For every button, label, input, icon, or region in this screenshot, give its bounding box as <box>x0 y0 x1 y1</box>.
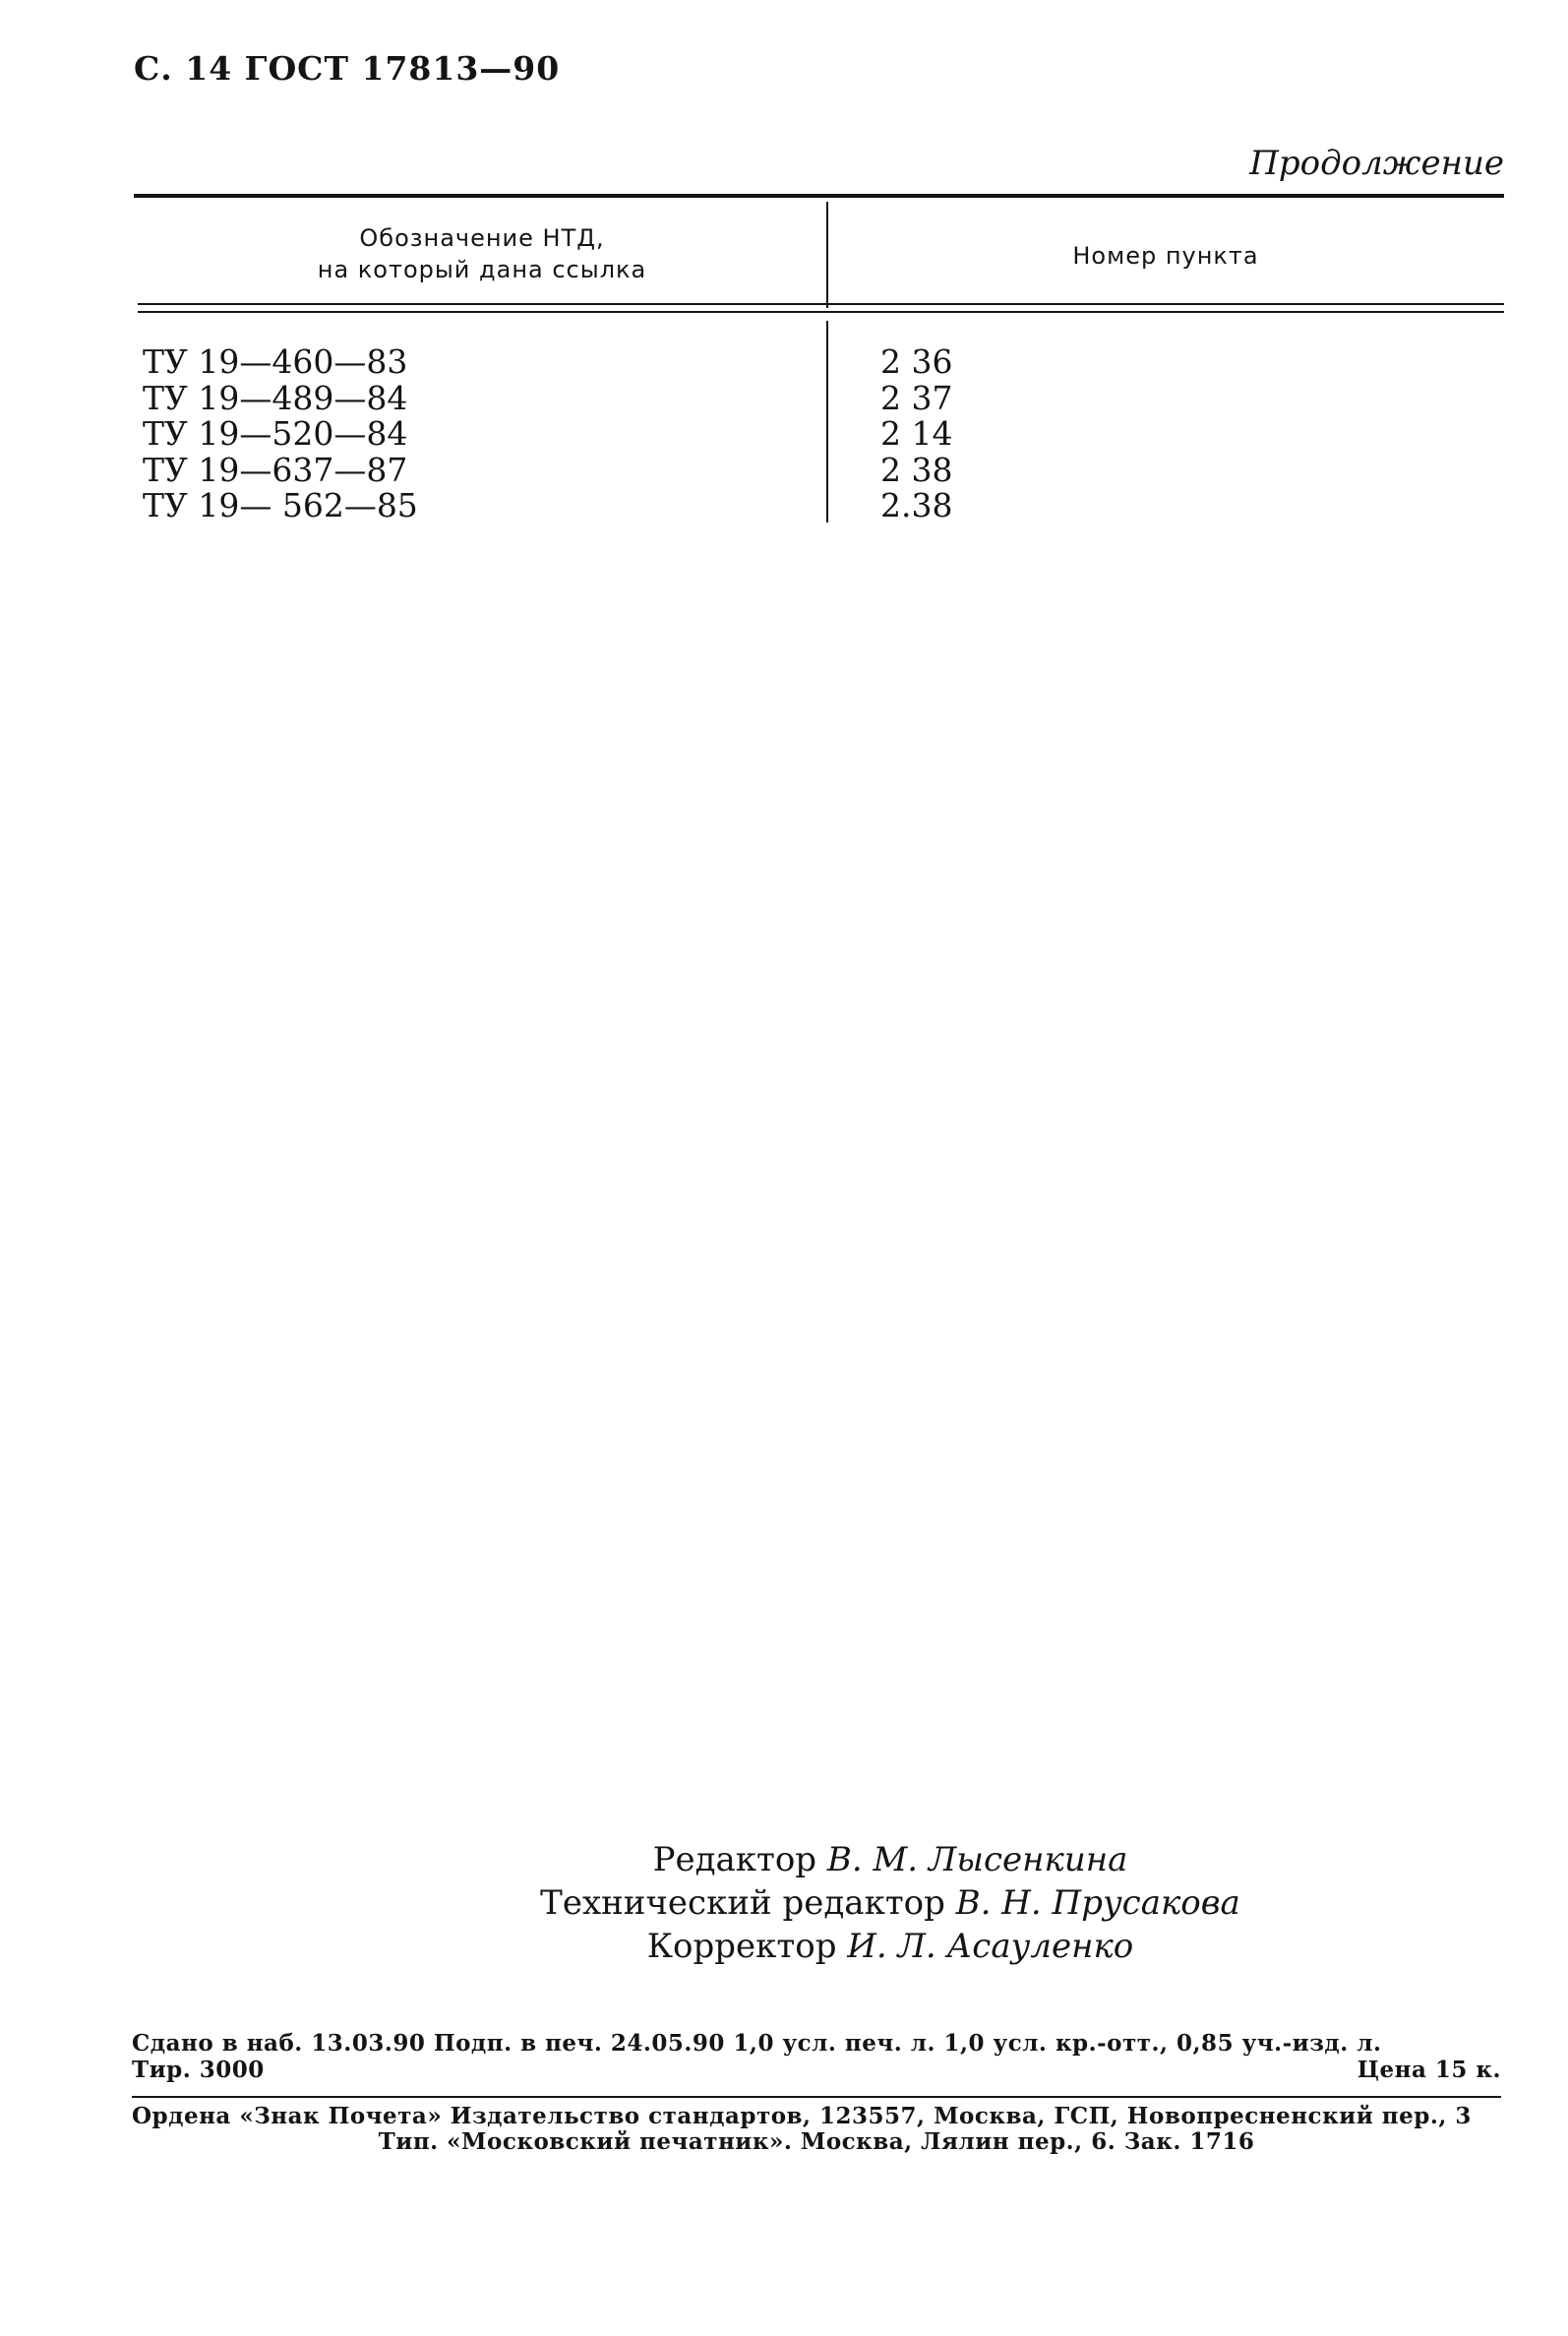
editor-name: В. М. Лысенкина <box>826 1840 1128 1879</box>
imprint-rule <box>132 2096 1501 2098</box>
editor-role: Редактор <box>652 1840 817 1879</box>
corrector-name: И. Л. Асауленко <box>847 1927 1134 1966</box>
page-header: С. 14 ГОСТ 17813—90 <box>134 49 561 88</box>
table-body-divider <box>826 321 828 523</box>
tech-editor-line <box>393 1881 1387 1925</box>
table-cell-number: 2 37 <box>880 378 953 417</box>
editor-line <box>393 1838 1387 1881</box>
table-cell-number: 2 14 <box>880 414 953 453</box>
table-cell-designation: ТУ 19—520—84 <box>143 414 408 453</box>
table-cell-number: 2.38 <box>880 486 953 524</box>
table-top-rule <box>134 194 1504 198</box>
imprint-print-info: Сдано в наб. 13.03.90 Подп. в печ. 24.05.90 1,0 усл. печ. л. 1,0 усл. кр.-отт., 0,85 уч.-изд. л. <box>132 2030 1382 2057</box>
tech-editor-name: В. Н. Прусакова <box>955 1883 1240 1923</box>
imprint-printer: Тип. «Московский печатник». Москва, Лялин пер., 6. Зак. 1716 <box>378 2128 1255 2155</box>
table-cell-designation: ТУ 19— 562—85 <box>143 486 418 524</box>
imprint-line-2 <box>132 2057 1501 2083</box>
table-header-divider <box>826 202 828 308</box>
column-header-designation: Обозначение НТД, на который дана ссылка <box>317 224 647 283</box>
credits-block <box>393 1838 1387 1968</box>
imprint-circulation: Тир. 3000 <box>132 2057 265 2083</box>
continuation-label: Продолжение <box>1249 144 1504 183</box>
table-cell-number: 2 36 <box>880 342 953 381</box>
table-cell-designation: ТУ 19—489—84 <box>143 378 408 417</box>
table-cell-number: 2 38 <box>880 450 953 489</box>
table-cell-designation: ТУ 19—637—87 <box>143 450 408 489</box>
imprint-price: Цена 15 к. <box>1357 2057 1501 2083</box>
imprint-publisher: Ордена «Знак Почета» Издательство стандартов, 123557, Москва, ГСП, Новопресненский пер., 3 <box>132 2103 1472 2129</box>
corrector-role: Корректор <box>646 1927 837 1966</box>
table-cell-designation: ТУ 19—460—83 <box>143 342 408 381</box>
imprint-line-1 <box>132 2030 1501 2057</box>
designation-column <box>143 344 418 524</box>
table-header-rule <box>138 303 1504 305</box>
number-column <box>880 344 952 524</box>
table-header-rule <box>138 311 1504 313</box>
column-header-number: Номер пункта <box>1072 242 1259 270</box>
tech-editor-role: Технический редактор <box>540 1883 945 1923</box>
corrector-line <box>393 1925 1387 1968</box>
